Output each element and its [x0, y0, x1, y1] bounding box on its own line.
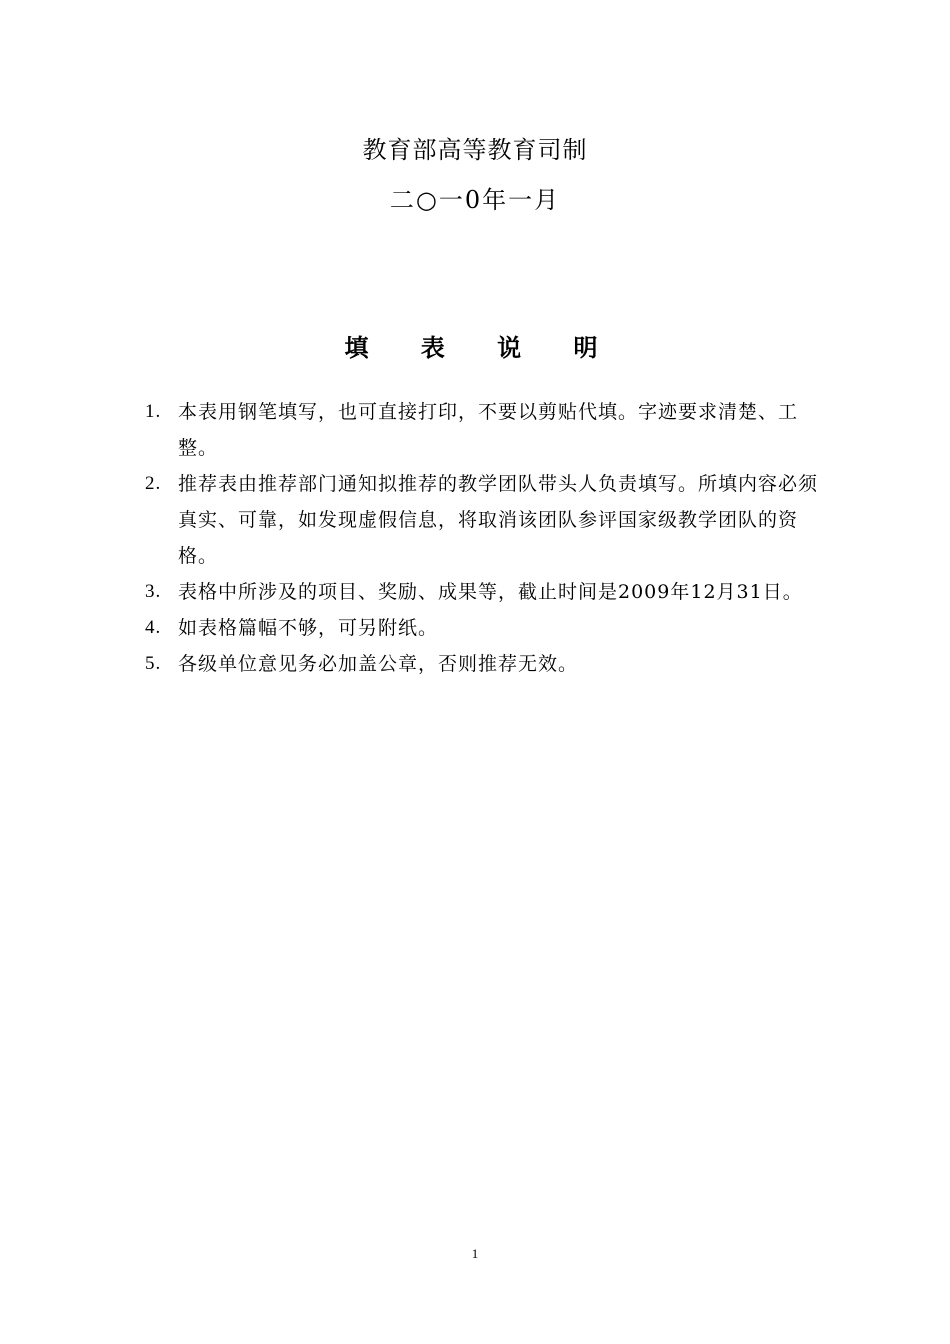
instruction-item [145, 646, 835, 682]
issue-date: 二○一0年一月 [389, 186, 561, 214]
instruction-text: 表格中所涉及的项目、奖励、成果等，截止时间是2009年12月31日。 [178, 581, 803, 603]
page-number: 1 [471, 1246, 479, 1261]
instruction-text: 本表用钢笔填写，也可直接打印，不要以剪贴代填。字迹要求清楚、工整。 [178, 401, 799, 459]
instruction-item [145, 466, 835, 574]
instruction-number: 3. [145, 581, 162, 602]
instructions-heading: 填 表 说 明 [344, 334, 620, 362]
instruction-number: 4. [145, 617, 162, 638]
instruction-item [145, 394, 835, 466]
instruction-text: 推荐表由推荐部门通知拟推荐的教学团队带头人负责填写。所填内容必须真实、可靠，如发现虚假信息，将取消该团队参评国家级教学团队的资格。 [178, 473, 819, 567]
instruction-number: 1. [145, 401, 162, 422]
instruction-item [145, 610, 835, 646]
instruction-number: 5. [145, 653, 162, 674]
instructions-list [145, 394, 835, 682]
instruction-text: 如表格篇幅不够，可另附纸。 [178, 617, 439, 639]
instruction-number: 2. [145, 473, 162, 494]
instruction-text: 各级单位意见务必加盖公章，否则推荐无效。 [178, 653, 579, 675]
issuer-line: 教育部高等教育司制 [362, 136, 588, 164]
instruction-item [145, 574, 835, 610]
